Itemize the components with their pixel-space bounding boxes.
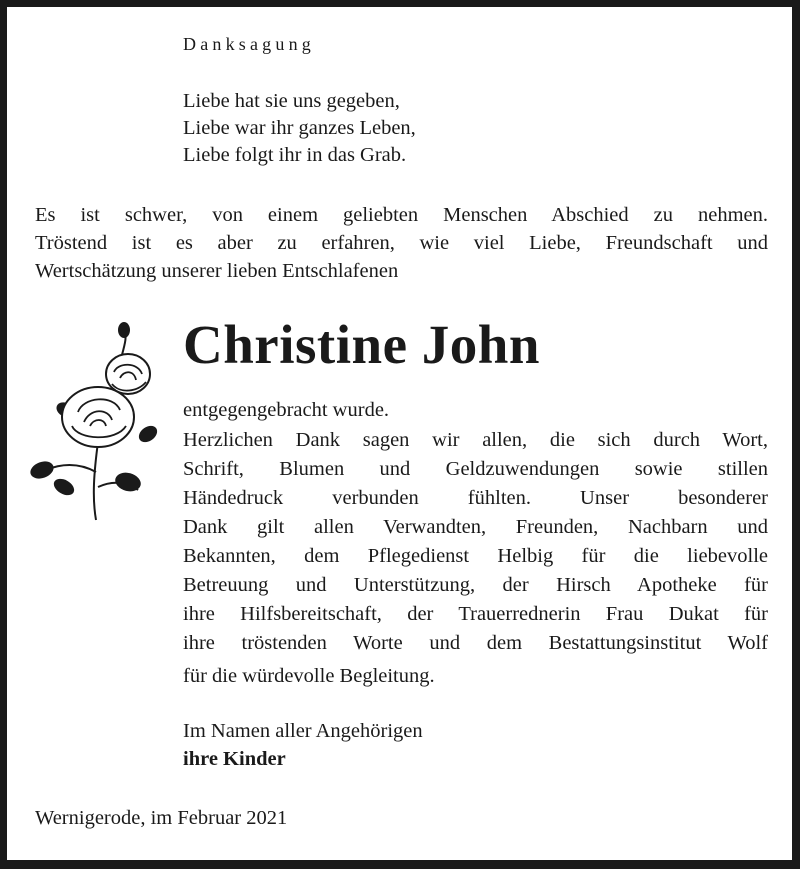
heading: Danksagung bbox=[183, 34, 315, 54]
body-line-7: Betreuung und Unterstützung, der Hirsch Apotheke für bbox=[183, 574, 768, 596]
body-line-10: für die würdevolle Begleitung. bbox=[183, 665, 435, 687]
body-line-6: Bekannten, dem Pflegedienst Helbig für die liebevolle bbox=[183, 545, 768, 567]
body-line-4: Händedruck verbunden fühlten. Unser besonderer bbox=[183, 487, 768, 509]
verse-line-3: Liebe folgt ihr in das Grab. bbox=[183, 144, 407, 166]
rose-icon bbox=[28, 322, 168, 522]
verse-line-2: Liebe war ihr ganzes Leben, bbox=[183, 117, 416, 139]
signature-line: Im Namen aller Angehörigen bbox=[183, 720, 423, 742]
body-line-5: Dank gilt allen Verwandten, Freunden, Nachbarn und bbox=[183, 516, 768, 538]
intro-line-1: Es ist schwer, von einem geliebten Menschen Abschied zu nehmen. bbox=[35, 204, 768, 226]
body-line-8: ihre Hilfsbereitschaft, der Trauerrednerin Frau Dukat für bbox=[183, 603, 768, 625]
body-line-9: ihre tröstenden Worte und dem Bestattungsinstitut Wolf bbox=[183, 632, 768, 654]
body-line-2: Herzlichen Dank sagen wir allen, die sich durch Wort, bbox=[183, 429, 768, 451]
verse-line-1: Liebe hat sie uns gegeben, bbox=[183, 90, 400, 112]
signer: ihre Kinder bbox=[183, 748, 286, 770]
deceased-name: Christine John bbox=[183, 314, 540, 375]
body-line-1: entgegengebracht wurde. bbox=[183, 399, 390, 421]
body-line-3: Schrift, Blumen und Geldzuwendungen sowie stillen bbox=[183, 458, 768, 480]
intro-line-3: Wertschätzung unserer lieben Entschlafenen bbox=[35, 260, 399, 282]
place-date: Wernigerode, im Februar 2021 bbox=[35, 807, 288, 829]
intro-line-2: Tröstend ist es aber zu erfahren, wie viel Liebe, Freundschaft und bbox=[35, 232, 768, 254]
